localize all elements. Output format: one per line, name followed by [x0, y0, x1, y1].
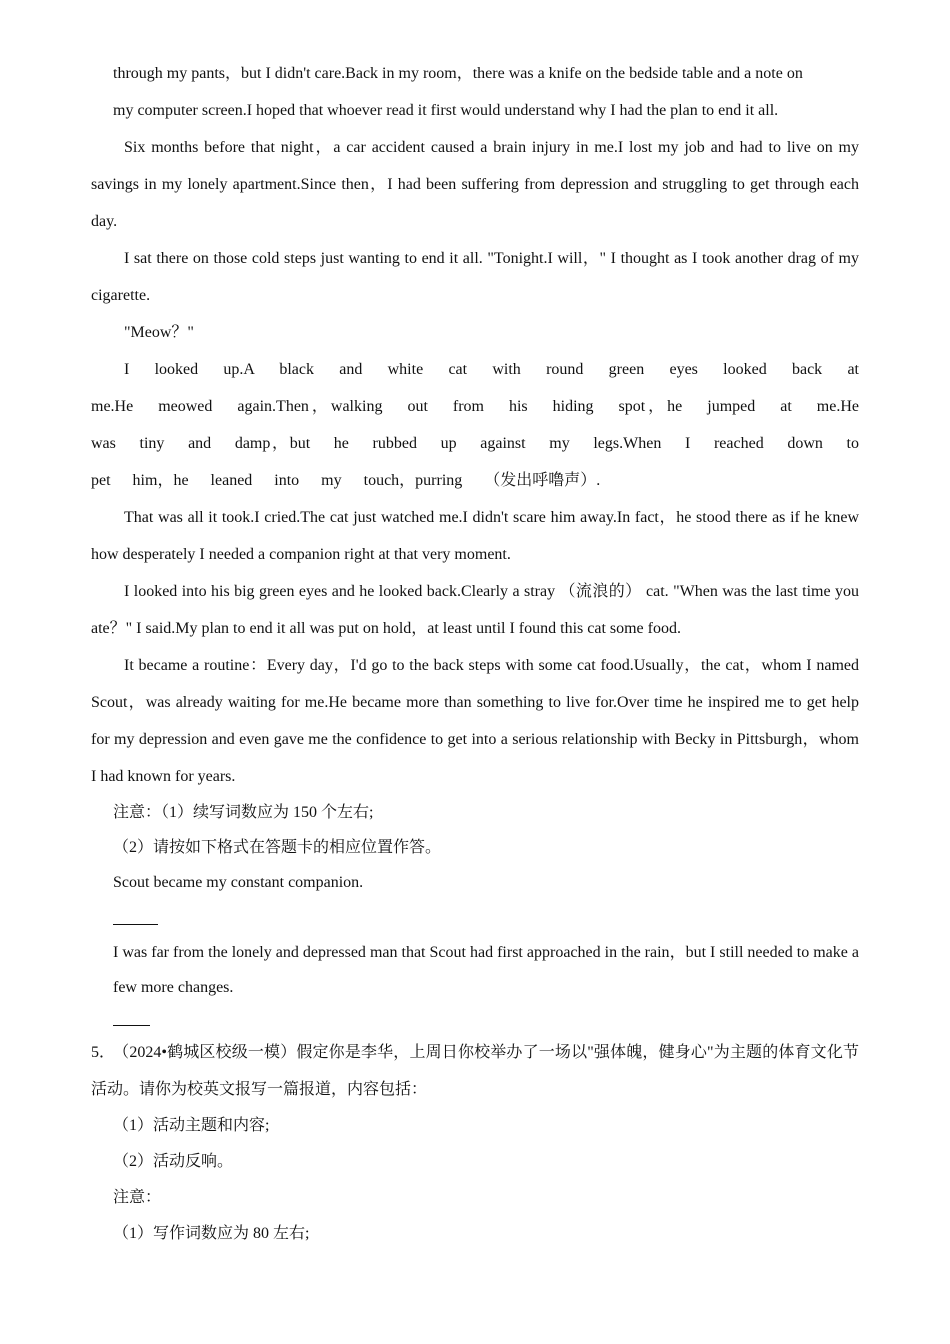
question-5-number: 5．	[91, 1044, 116, 1061]
question-5-note-label: 注意：	[113, 1189, 162, 1206]
paragraph-3: "Meow？"	[124, 324, 194, 341]
story-text	[91, 55, 859, 795]
paragraph-2: I sat there on those cold steps just wanting to end it all. "Tonight.I will，" I thought as I took another drag of my cigarette.	[91, 250, 859, 304]
paragraph-4: I looked up.A black and white cat with round green eyes looked back at me.He meowed again.Then，walking out from his hiding spot，he jumped at me.He was tiny and damp，but he rubbed up against my legs.When I reached down to pet him，he leaned into my touch，purring （发出呼噜声）.	[91, 361, 859, 489]
question-5-text: （2024•鹤城区校级一模）假定你是李华，上周日你校举办了一场以"强体魄，健身心"为主题的体育文化节活动。请你为校英文报写一篇报道，内容包括：	[91, 1044, 859, 1098]
question-5-item-1: （1）活动主题和内容;	[113, 1117, 270, 1134]
question-5-note-1: （1）写作词数应为 80 左右;	[113, 1225, 310, 1242]
question-5-item-2: （2）活动反响。	[113, 1153, 234, 1170]
continuation-start-1: Scout became my constant companion.	[113, 874, 364, 891]
paragraph-7: It became a routine：Every day，I'd go to the back steps with some cat food.Usually，the cat，whom I named Scout，was already waiting for me.He became more than something to live for.Over time he inspired me to get help for my depression and even gave me the confidence to get into a serious relationship with Becky in Pittsburgh，whom I had known for years.	[91, 657, 859, 785]
note-format: （2）请按如下格式在答题卡的相应位置作答。	[113, 839, 442, 856]
document-body	[91, 55, 859, 1252]
note-word-count: 注意：（1）续写词数应为 150 个左右;	[113, 804, 374, 821]
continuation-start-2: I was far from the lonely and depressed man that Scout had first approached in the rain，but I still needed to make a few more changes.	[113, 944, 859, 996]
answer-blank-1[interactable]	[113, 924, 158, 925]
paragraph-0-line-1: through my pants，but I didn't care.Back in my room，there was a knife on the bedside table and a note on	[113, 65, 803, 82]
paragraph-1: Six months before that night，a car accident caused a brain injury in me.I lost my job and had to live on my savings in my lonely apartment.Since then，I had been suffering from depression and struggling to get through each day.	[91, 139, 860, 230]
paragraph-6: I looked into his big green eyes and he looked back.Clearly a stray （流浪的） cat. "When was the last time you ate？" I said.My plan to end it all was put on hold，at least until I found this cat some food.	[91, 583, 859, 637]
answer-blank-2[interactable]	[113, 1025, 150, 1026]
question-5	[91, 1034, 859, 1108]
paragraph-5: That was all it took.I cried.The cat just watched me.I didn't scare him away.In fact，he stood there as if he knew how desperately I needed a companion right at that very moment.	[91, 509, 859, 563]
paragraph-0-line-2: my computer screen.I hoped that whoever read it first would understand why I had the plan to end it all.	[113, 102, 779, 119]
